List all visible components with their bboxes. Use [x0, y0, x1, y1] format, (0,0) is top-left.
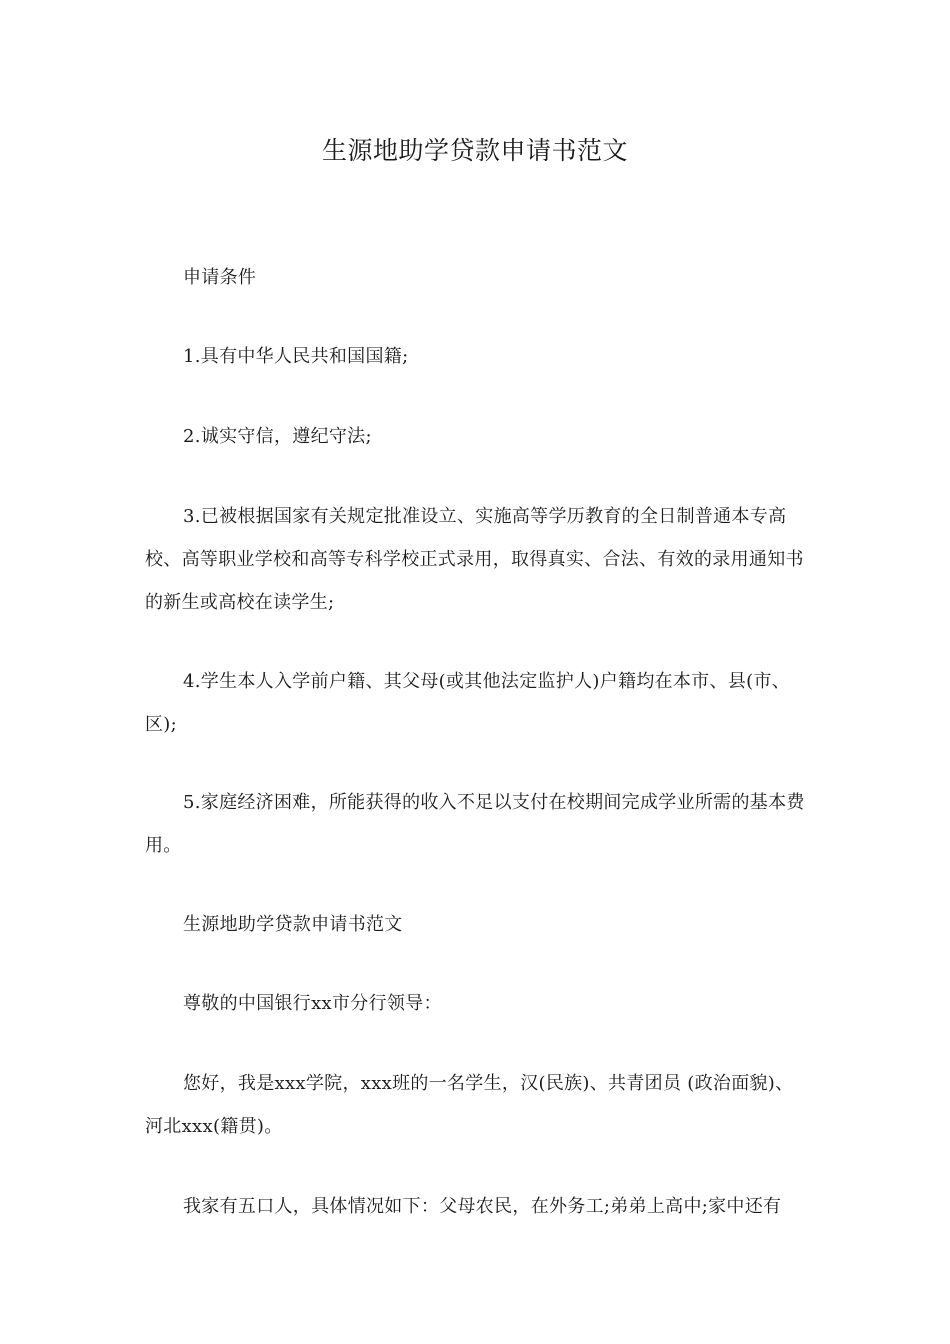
- paragraph-family-situation: 我家有五口人，具体情况如下：父母农民，在外务工;弟弟上高中;家中还有: [183, 1196, 782, 1217]
- paragraph-salutation: 尊敬的中国银行xx市分行领导：: [183, 993, 442, 1014]
- paragraph-self-intro: 您好，我是xxx学院，xxx班的一名学生，汉(民族)、共青团员 (政治面貌)、河北xxx(籍贯)。: [145, 1073, 794, 1137]
- paragraph-sample-heading: 生源地助学贷款申请书范文: [183, 914, 403, 935]
- paragraph-conditions-heading: 申请条件: [183, 267, 257, 288]
- paragraph-condition-1: 1.具有中华人民共和国国籍;: [183, 346, 409, 367]
- document-title: 生源地助学贷款申请书范文: [321, 136, 628, 165]
- paragraph-condition-3: 3.已被根据国家有关规定批准设立、实施高等学历教育的全日制普通本专高校、高等职业学校和高等专科学校正式录用，取得真实、合法、有效的录用通知书的新生或高校在读学生;: [145, 506, 804, 613]
- paragraph-condition-5: 5.家庭经济困难，所能获得的收入不足以支付在校期间完成学业所需的基本费用。: [145, 792, 805, 856]
- paragraph-condition-2: 2.诚实守信，遵纪守法;: [183, 426, 372, 447]
- paragraph-condition-4: 4.学生本人入学前户籍、其父母(或其他法定监护人)户籍均在本市、县(市、区);: [145, 671, 791, 735]
